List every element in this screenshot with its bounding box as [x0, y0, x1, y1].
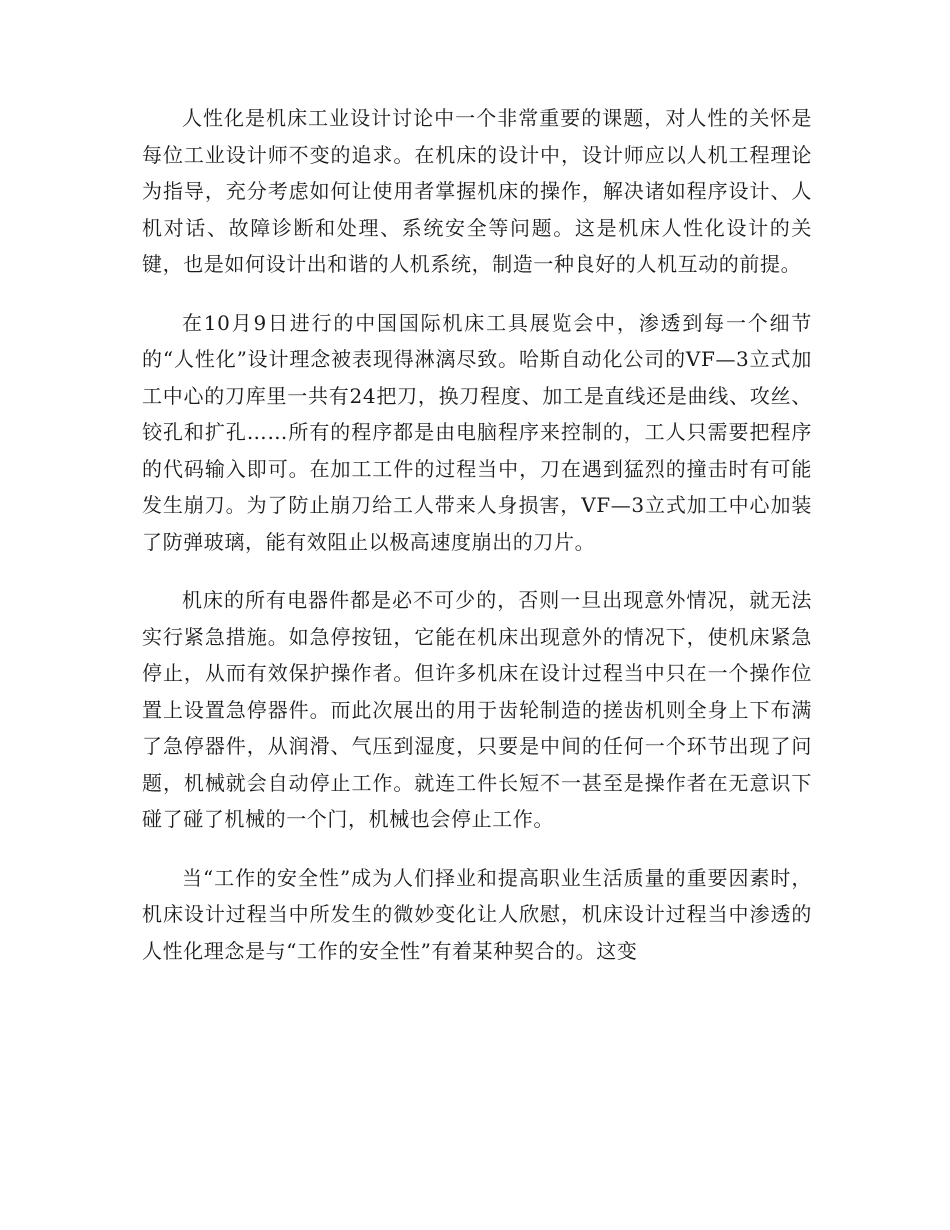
- paragraph-2: 在10月9日进行的中国国际机床工具展览会中，渗透到每一个细节的“人性化”设计理念被表现得淋漓尽致。哈斯自动化公司的VF—3立式加工中心的刀库里一共有24把刀，换刀程度、加工是直线还是曲线、攻丝、铰孔和扩孔……所有的程序都是由电脑程序来控制的，工人只需要把程序的代码输入即可。在加工工件的过程当中，刀在遇到猛烈的撞击时有可能发生崩刀。为了防止崩刀给工人带来人身损害，VF—3立式加工中心加装了防弹玻璃，能有效阻止以极高速度崩出的刀片。: [142, 310, 812, 554]
- paragraph-1: 人性化是机床工业设计讨论中一个非常重要的课题，对人性的关怀是每位工业设计师不变的追求。在机床的设计中，设计师应以人机工程理论为指导，充分考虑如何让使用者掌握机床的操作，解决诸如程序设计、人机对话、故障诊断和处理、系统安全等问题。这是机床人性化设计的关键，也是如何设计出和谐的人机系统，制造一种良好的人机互动的前提。: [142, 106, 812, 276]
- document-body: [142, 100, 812, 991]
- paragraph-3: 机床的所有电器件都是必不可少的，否则一旦出现意外情况，就无法实行紧急措施。如急停按钮，它能在机床出现意外的情况下，使机床紧急停止，从而有效保护操作者。但许多机床在设计过程当中只在一个操作位置上设置急停器件。而此次展出的用于齿轮制造的搓齿机则全身上下布满了急停器件，从润滑、气压到湿度，只要是中间的任何一个环节出现了问题，机械就会自动停止工作。就连工件长短不一甚至是操作者在无意识下碰了碰了机械的一个门，机械也会停止工作。: [142, 588, 812, 831]
- paragraph-4: 当“工作的安全性”成为人们择业和提高职业生活质量的重要因素时，机床设计过程当中所发生的微妙变化让人欣慰，机床设计过程当中渗透的人性化理念是与“工作的安全性”有着某种契合的。这变: [142, 865, 812, 963]
